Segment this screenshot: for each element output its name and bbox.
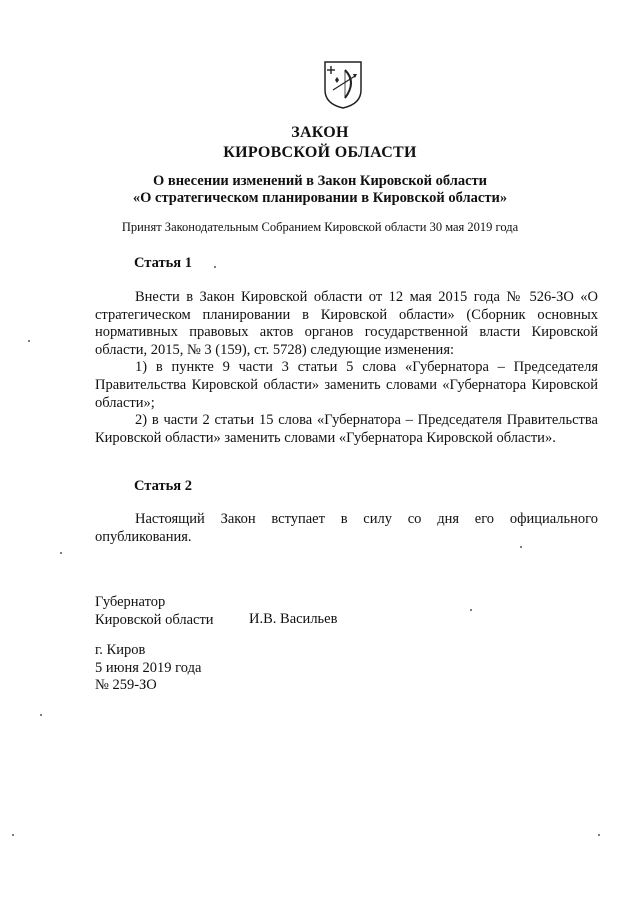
law-subtitle-line1: О внесении изменений в Закон Кировской области bbox=[152, 173, 488, 189]
scan-speck bbox=[12, 834, 14, 836]
signatory-position-line1: Губернатор bbox=[95, 594, 166, 610]
scan-speck bbox=[470, 609, 472, 611]
scan-speck bbox=[598, 834, 600, 836]
article1-heading: Статья 1 bbox=[134, 255, 192, 271]
article2-heading: Статья 2 bbox=[134, 478, 192, 494]
footer-date: 5 июня 2019 года bbox=[95, 659, 202, 676]
adoption-note: Принят Законодательным Собранием Кировской области 30 мая 2019 года bbox=[121, 220, 519, 234]
law-subtitle-line2: «О стратегическом планировании в Кировской области» bbox=[132, 190, 508, 206]
law-title: ЗАКОН bbox=[291, 124, 349, 141]
scan-speck bbox=[28, 340, 30, 342]
article1-item-1: 1) в пункте 9 части 3 статьи 5 слова «Губернатора – Председателя Правительства Кировской области» заменить словами «Губернатора Кировской области»; bbox=[95, 359, 598, 411]
signatory-position-line2: Кировской области bbox=[95, 611, 214, 628]
scan-speck bbox=[214, 266, 216, 268]
article1-item-2: 2) в части 2 статьи 15 слова «Губернатора – Председателя Правительства Кировской области» заменить словами «Губернатора Кировской области». bbox=[95, 412, 598, 446]
signatory-name: И.В. Васильев bbox=[249, 611, 338, 627]
kirov-oblast-coat-of-arms-icon bbox=[323, 60, 363, 110]
footer-number: № 259-ЗО bbox=[95, 677, 157, 694]
article1-body bbox=[95, 289, 598, 447]
article2-paragraph: Настоящий Закон вступает в силу со дня его официального опубликования. bbox=[95, 511, 598, 545]
scan-speck bbox=[40, 714, 42, 716]
footer-place: г. Киров bbox=[95, 642, 146, 658]
document-footer bbox=[95, 642, 201, 695]
law-region: КИРОВСКОЙ ОБЛАСТИ bbox=[223, 144, 417, 161]
scan-speck bbox=[520, 546, 522, 548]
article2-body bbox=[95, 511, 598, 546]
signatory-position bbox=[95, 594, 214, 629]
article1-paragraph: Внести в Закон Кировской области от 12 мая 2015 года № 526-ЗО «О стратегическом планировании в Кировской области» (Сборник основных нормативных правовых актов органов государственной власти Кировской области, 2015, № 3 (159), ст. 5728) следующие изменения: bbox=[95, 289, 598, 358]
scan-speck bbox=[60, 552, 62, 554]
